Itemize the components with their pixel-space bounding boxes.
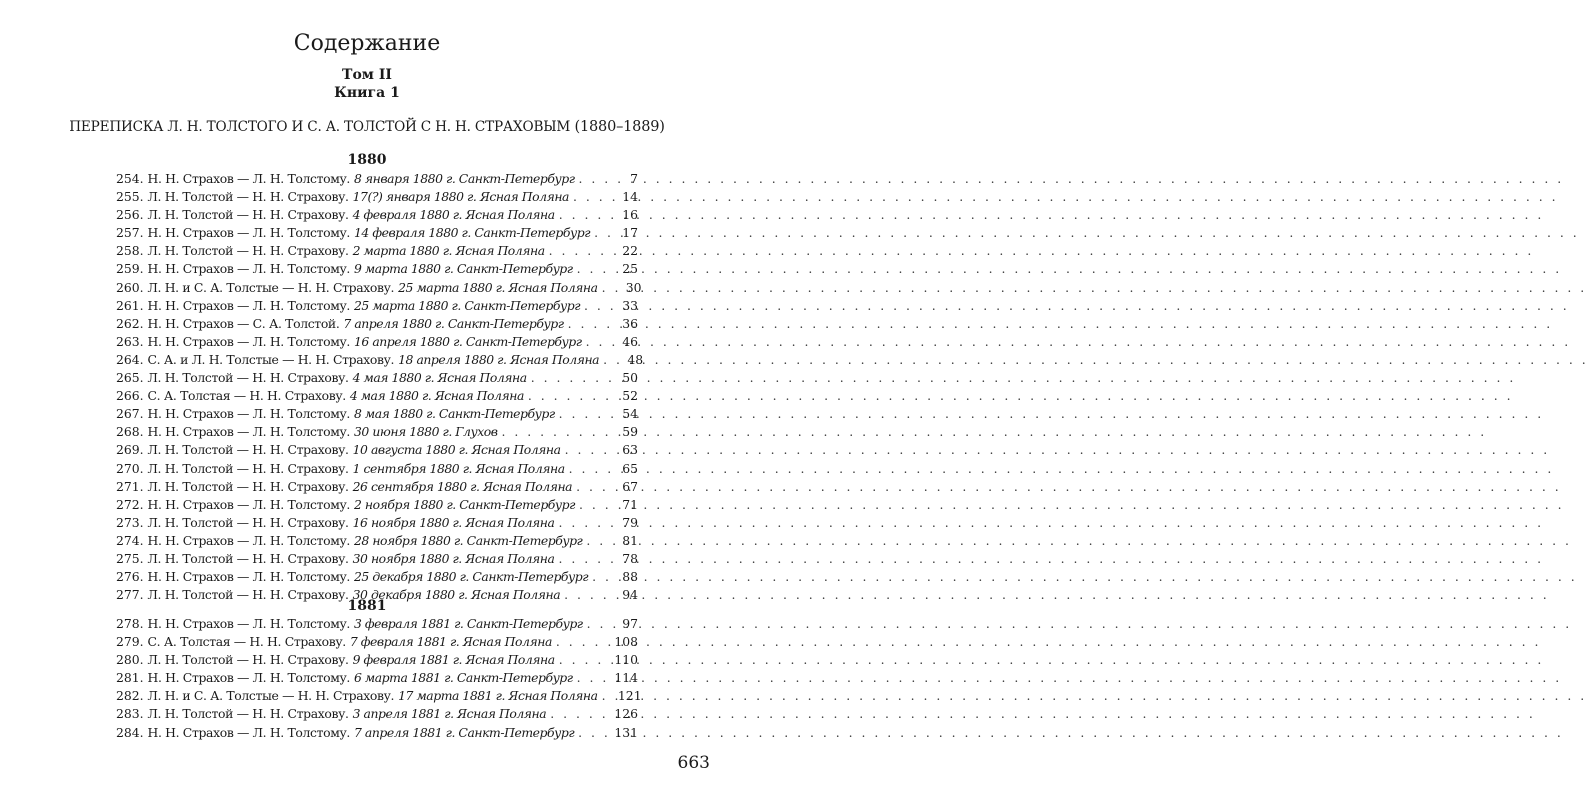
entry-correspondents: Л. Н. Толстой — Н. Н. Страхову. — [147, 706, 349, 722]
entry-page-number: 114 — [614, 670, 638, 686]
entry-title — [144, 297, 580, 315]
entry-title — [144, 351, 600, 369]
entry-correspondents: Н. Н. Страхов — Л. Н. Толстому. — [147, 670, 351, 686]
toc-entry — [116, 633, 638, 651]
entry-page-number: 59 — [622, 424, 638, 440]
toc-entry — [116, 669, 638, 687]
entry-page-number: 110 — [614, 652, 638, 668]
entry-date-place: 7 февраля 1881 г. Ясная Поляна — [349, 634, 552, 650]
entry-number: 273. — [116, 514, 144, 530]
entry-number: 255. — [116, 189, 144, 205]
entry-date-place: 3 апреля 1881 г. Ясная Поляна — [352, 706, 547, 722]
dot-leader — [579, 170, 608, 188]
entry-date-place: 25 марта 1880 г. Ясная Поляна — [398, 279, 598, 295]
entry-number: 272. — [116, 496, 144, 512]
entry-number: 268. — [116, 424, 144, 440]
section-heading — [0, 117, 734, 137]
entry-number: 284. — [116, 724, 144, 740]
dot-leader — [579, 496, 608, 514]
entry-date-place: 7 апреля 1881 г. Санкт-Петербург — [353, 724, 575, 740]
entry-number: 258. — [116, 243, 144, 259]
toc-entry — [116, 651, 638, 669]
entry-page-number: 67 — [622, 478, 638, 494]
toc-entry — [116, 460, 638, 478]
toc-list-1880 — [116, 170, 644, 604]
entry-title — [144, 279, 598, 297]
entry-correspondents: С. А. и Л. Н. Толстые — Н. Н. Страхову. — [147, 351, 395, 367]
dot-leader — [578, 724, 608, 742]
entry-number: 260. — [116, 279, 144, 295]
entry-page-number: 126 — [614, 706, 638, 722]
entry-title — [144, 224, 590, 242]
entry-correspondents: Н. Н. Страхов — Л. Н. Толстому. — [147, 532, 351, 548]
entry-correspondents: Н. Н. Страхов — Л. Н. Толстому. — [147, 496, 351, 512]
entry-number: 270. — [116, 460, 144, 476]
entry-page-number: 33 — [622, 297, 638, 313]
entry-title — [144, 369, 527, 387]
entry-page-number: 71 — [622, 496, 638, 512]
entry-page-number: 108 — [614, 634, 638, 650]
entry-number: 259. — [116, 261, 144, 277]
entry-date-place: 6 марта 1881 г. Санкт-Петербург — [353, 670, 573, 686]
entry-page-number: 78 — [622, 550, 638, 566]
entry-correspondents: Л. Н. Толстой — Н. Н. Страхову. — [147, 550, 349, 566]
entry-correspondents: Н. Н. Страхов — Л. Н. Толстому. — [147, 261, 351, 277]
toc-entry — [116, 297, 638, 315]
dot-leader — [602, 279, 612, 297]
entry-date-place: 16 апреля 1880 г. Санкт-Петербург — [353, 333, 582, 349]
entry-number: 262. — [116, 315, 144, 331]
toc-entry — [116, 315, 638, 333]
dot-leader — [592, 568, 608, 586]
toc-entry — [116, 478, 638, 496]
entry-title — [144, 315, 564, 333]
entry-number: 266. — [116, 388, 144, 404]
toc-entry — [116, 514, 638, 532]
entry-correspondents: Н. Н. Страхов — Л. Н. Толстому. — [147, 333, 351, 349]
entry-date-place: 25 декабря 1880 г. Санкт-Петербург — [353, 569, 589, 585]
entry-number: 267. — [116, 406, 144, 422]
entry-number: 278. — [116, 616, 144, 631]
dot-leader — [568, 315, 608, 333]
dot-leader — [586, 532, 608, 550]
entry-page-number: 79 — [622, 514, 638, 530]
entry-number: 261. — [116, 297, 144, 313]
section-heading-years: (1880–1889) — [574, 119, 665, 135]
entry-number: 257. — [116, 225, 144, 241]
toc-entry — [116, 224, 638, 242]
entry-page-number: 94 — [622, 587, 638, 603]
entry-correspondents: Л. Н. Толстой — Н. Н. Страхову. — [147, 587, 349, 603]
entry-date-place: 30 ноября 1880 г. Ясная Поляна — [352, 550, 555, 566]
entry-number: 280. — [116, 652, 144, 668]
entry-page-number: 22 — [622, 243, 638, 259]
dot-leader — [531, 369, 608, 387]
entry-page-number: 97 — [622, 616, 638, 631]
entry-title — [144, 532, 583, 550]
entry-title — [144, 651, 555, 669]
entry-title — [144, 514, 555, 532]
entry-number: 283. — [116, 706, 144, 722]
entry-date-place: 18 апреля 1880 г. Ясная Поляна — [398, 351, 600, 367]
entry-correspondents: Л. Н. Толстой — Н. Н. Страхову. — [147, 207, 349, 223]
entry-page-number: 7 — [630, 171, 638, 186]
dot-leader — [576, 478, 608, 496]
toc-entry — [116, 568, 638, 586]
entry-title — [144, 669, 573, 687]
entry-page-number: 121 — [617, 688, 642, 704]
entry-date-place: 26 сентября 1880 г. Ясная Поляна — [352, 478, 573, 494]
entry-page-number: 88 — [622, 569, 638, 585]
entry-date-place: 2 марта 1880 г. Ясная Поляна — [352, 243, 545, 259]
toc-entry — [116, 170, 638, 188]
entry-title — [144, 478, 573, 496]
dot-leader — [558, 514, 608, 532]
entry-date-place: 7 апреля 1880 г. Санкт-Петербург — [343, 315, 564, 331]
entry-title — [144, 550, 555, 568]
dot-leader — [587, 615, 608, 633]
entry-number: 256. — [116, 207, 144, 223]
entry-date-place: 10 августа 1880 г. Ясная Поляна — [352, 442, 561, 458]
year-heading-1880: 1880 — [347, 152, 387, 168]
entry-correspondents: Л. Н. Толстой — Н. Н. Страхову. — [147, 460, 349, 476]
toc-entry — [116, 333, 638, 351]
entry-correspondents: Н. Н. Страхов — Л. Н. Толстому. — [147, 297, 351, 313]
entry-title — [144, 405, 555, 423]
dot-leader — [569, 460, 608, 478]
entry-page-number: 16 — [622, 207, 638, 223]
entry-page-number: 46 — [622, 333, 638, 349]
entry-date-place: 17(?) января 1880 г. Ясная Поляна — [352, 189, 569, 205]
entry-page-number: 17 — [622, 225, 638, 241]
entry-correspondents: Л. Н. Толстой — Н. Н. Страхову. — [147, 189, 349, 205]
entry-page-number: 14 — [622, 189, 638, 205]
dot-leader — [559, 206, 608, 224]
entry-number: 275. — [116, 550, 144, 566]
entry-date-place: 8 мая 1880 г. Санкт-Петербург — [353, 406, 555, 422]
toc-entry — [116, 423, 638, 441]
dot-leader — [549, 242, 608, 260]
entry-title — [144, 333, 582, 351]
volume-heading: Том II — [342, 67, 392, 83]
entry-title — [144, 496, 575, 514]
toc-entry — [116, 550, 638, 568]
entry-page-number: 50 — [622, 370, 638, 386]
book-heading: Книга 1 — [334, 85, 400, 101]
entry-date-place: 30 декабря 1880 г. Ясная Поляна — [352, 587, 561, 603]
entry-number: 274. — [116, 532, 144, 548]
toc-entry — [116, 260, 638, 278]
toc-entry — [116, 615, 638, 633]
dot-leader — [559, 405, 608, 423]
entry-title — [144, 441, 561, 459]
toc-entry — [116, 441, 638, 459]
entry-date-place: 16 ноября 1880 г. Ясная Поляна — [352, 514, 555, 530]
section-heading-caps: ПЕРЕПИСКА Л. Н. ТОЛСТОГО И С. А. ТОЛСТОЙ С Н. Н. СТРАХОВЫМ — [69, 119, 571, 135]
entry-date-place: 4 мая 1880 г. Ясная Поляна — [352, 370, 527, 386]
entry-title — [144, 423, 498, 441]
entry-date-place: 1 сентября 1880 г. Ясная Поляна — [352, 460, 565, 476]
entry-title — [144, 460, 565, 478]
entry-title — [144, 705, 547, 723]
dot-leader — [558, 550, 608, 568]
entry-correspondents: Л. Н. и С. А. Толстые — Н. Н. Страхову. — [147, 279, 395, 295]
entry-date-place: 30 июня 1880 г. Глухов — [353, 424, 498, 440]
dot-leader — [577, 260, 608, 278]
entry-page-number: 48 — [627, 351, 644, 367]
entry-date-place: 9 марта 1880 г. Санкт-Петербург — [353, 261, 573, 277]
dot-leader — [586, 333, 608, 351]
entry-title — [144, 687, 598, 705]
entry-title — [144, 170, 575, 188]
entry-date-place: 14 февраля 1880 г. Санкт-Петербург — [353, 225, 591, 241]
dot-leader — [528, 387, 608, 405]
entry-date-place: 4 мая 1880 г. Ясная Поляна — [349, 388, 524, 404]
entry-date-place: 8 января 1880 г. Санкт-Петербург — [353, 171, 575, 186]
entry-correspondents: Л. Н. Толстой — Н. Н. Страхову. — [147, 652, 349, 668]
entry-correspondents: Н. Н. Страхов — С. А. Толстой. — [147, 315, 340, 331]
entry-correspondents: Л. Н. Толстой — Н. Н. Страхову. — [147, 514, 349, 530]
toc-entry — [116, 496, 638, 514]
year-heading-1881: 1881 — [347, 598, 387, 614]
entry-page-number: 63 — [622, 442, 638, 458]
entry-correspondents: С. А. Толстая — Н. Н. Страхову. — [147, 388, 346, 404]
entry-correspondents: Н. Н. Страхов — Л. Н. Толстому. — [147, 724, 351, 740]
entry-number: 264. — [116, 351, 144, 367]
page-number: 663 — [677, 753, 710, 773]
entry-correspondents: Н. Н. Страхов — Л. Н. Толстому. — [147, 171, 351, 186]
entry-page-number: 30 — [625, 279, 642, 295]
entry-correspondents: Н. Н. Страхов — Л. Н. Толстому. — [147, 424, 351, 440]
dot-leader — [559, 651, 608, 669]
dot-leader — [603, 351, 613, 369]
entry-title — [144, 188, 569, 206]
entry-title — [144, 387, 524, 405]
entry-correspondents: Л. Н. Толстой — Н. Н. Страхову. — [147, 478, 349, 494]
dot-leader — [577, 669, 608, 687]
dot-leader — [502, 423, 608, 441]
entry-date-place: 2 ноября 1880 г. Санкт-Петербург — [353, 496, 575, 512]
entry-correspondents: Н. Н. Страхов — Л. Н. Толстому. — [147, 406, 351, 422]
toc-entry — [116, 724, 638, 742]
toc-entry — [116, 242, 638, 260]
entry-number: 282. — [116, 688, 144, 704]
dot-leader — [584, 297, 608, 315]
entry-number: 263. — [116, 333, 144, 349]
entry-date-place: 4 февраля 1880 г. Ясная Поляна — [352, 207, 555, 223]
toc-entry — [116, 279, 642, 297]
dot-leader — [565, 441, 608, 459]
toc-entry — [116, 687, 642, 705]
entry-correspondents: Л. Н. Толстой — Н. Н. Страхову. — [147, 442, 349, 458]
entry-correspondents: С. А. Толстая — Н. Н. Страхову. — [147, 634, 346, 650]
entry-correspondents: Л. Н. и С. А. Толстые — Н. Н. Страхову. — [147, 688, 395, 704]
entry-title — [144, 260, 573, 278]
entry-number: 271. — [116, 478, 144, 494]
entry-number: 277. — [116, 587, 144, 603]
entry-correspondents: Н. Н. Страхов — Л. Н. Толстому. — [147, 225, 351, 241]
entry-correspondents: Л. Н. Толстой — Н. Н. Страхову. — [147, 243, 349, 259]
entry-page-number: 54 — [622, 406, 638, 422]
entry-title — [144, 633, 552, 651]
dot-leader — [556, 633, 608, 651]
entry-title — [144, 568, 588, 586]
entry-date-place: 9 февраля 1881 г. Ясная Поляна — [352, 652, 555, 668]
entry-page-number: 65 — [622, 460, 638, 476]
toc-entry — [116, 532, 638, 550]
toc-entry — [116, 206, 638, 224]
entry-number: 279. — [116, 634, 144, 650]
entry-correspondents: Л. Н. Толстой — Н. Н. Страхову. — [147, 370, 349, 386]
toc-list-1881 — [116, 615, 642, 742]
entry-date-place: 3 февраля 1881 г. Санкт-Петербург — [353, 616, 583, 631]
entry-date-place: 25 марта 1880 г. Санкт-Петербург — [353, 297, 581, 313]
dot-leader — [594, 224, 608, 242]
toc-entry — [116, 405, 638, 423]
entry-correspondents: Н. Н. Страхов — Л. Н. Толстому. — [147, 616, 351, 631]
toc-entry — [116, 705, 638, 723]
entry-title — [144, 242, 545, 260]
entry-page-number: 36 — [622, 315, 638, 331]
entry-number: 269. — [116, 442, 144, 458]
entry-page-number: 25 — [622, 261, 638, 277]
page-title: Содержание — [293, 31, 441, 56]
toc-entry — [116, 188, 638, 206]
dot-leader — [550, 705, 608, 723]
entry-title — [144, 206, 555, 224]
dot-leader — [602, 687, 612, 705]
entry-page-number: 131 — [614, 724, 638, 740]
entry-correspondents: Н. Н. Страхов — Л. Н. Толстому. — [147, 569, 351, 585]
entry-number: 281. — [116, 670, 144, 686]
entry-number: 254. — [116, 171, 144, 186]
toc-entry — [116, 369, 638, 387]
entry-title — [144, 724, 575, 742]
entry-title — [144, 615, 583, 633]
dot-leader — [573, 188, 608, 206]
entry-date-place: 28 ноября 1880 г. Санкт-Петербург — [353, 532, 583, 548]
toc-entry — [116, 351, 644, 369]
entry-number: 265. — [116, 370, 144, 386]
entry-page-number: 81 — [622, 532, 638, 548]
entry-date-place: 17 марта 1881 г. Ясная Поляна — [398, 688, 598, 704]
entry-number: 276. — [116, 569, 144, 585]
entry-page-number: 52 — [622, 388, 638, 404]
toc-entry — [116, 387, 638, 405]
